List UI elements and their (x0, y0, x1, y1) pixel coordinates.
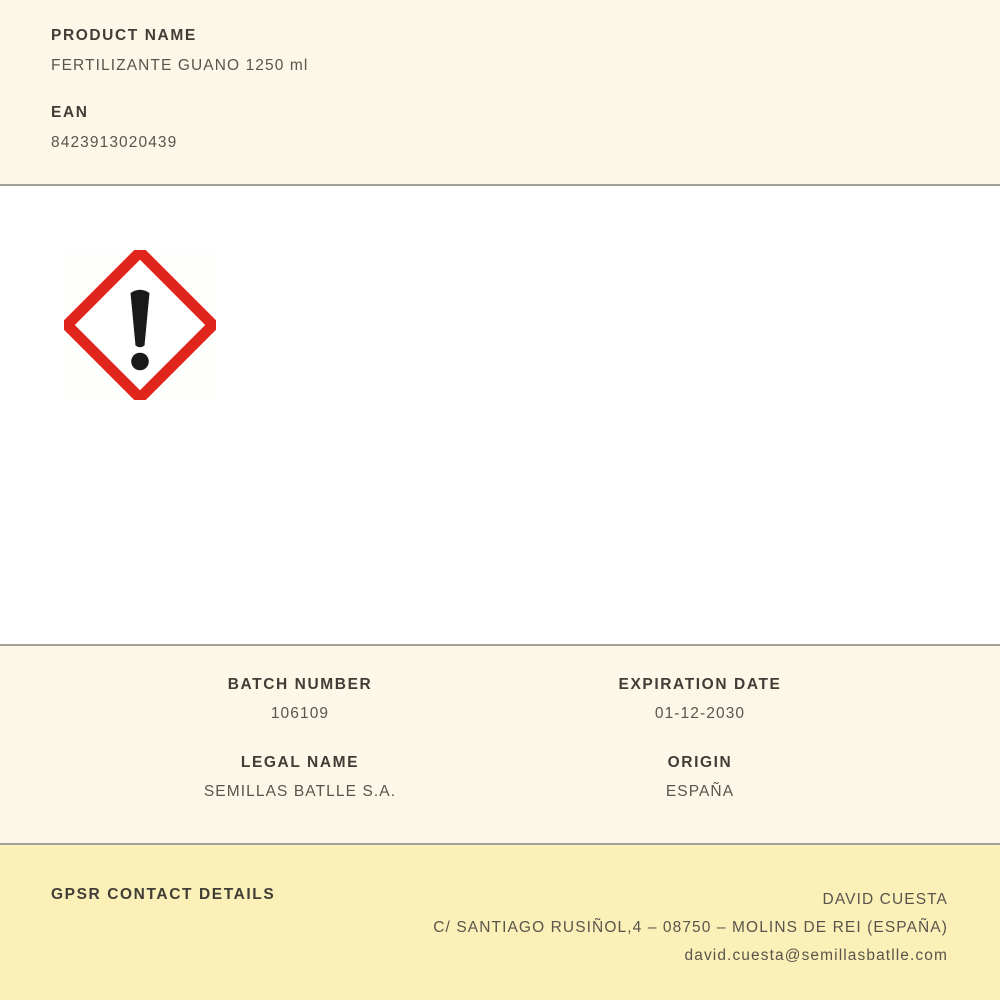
batch-number-value: 106109 (270, 705, 330, 722)
expiration-date-label: EXPIRATION DATE (618, 676, 782, 693)
contact-person-name: DAVID CUESTA (822, 891, 948, 908)
origin-value: ESPAÑA (665, 783, 735, 800)
details-grid-section (0, 646, 1000, 843)
pictogram-section (0, 186, 1000, 644)
ean-value: 8423913020439 (51, 134, 178, 151)
contact-email: david.cuesta@semillasbatlle.com (684, 947, 948, 964)
ean-label: EAN (51, 104, 89, 121)
batch-number-field (100, 676, 500, 722)
origin-label: ORIGIN (667, 754, 733, 771)
legal-name-label: LEGAL NAME (240, 754, 360, 771)
gpsr-contact-label: GPSR CONTACT DETAILS (51, 886, 276, 903)
product-header-section (0, 0, 1000, 184)
gpsr-contact-details (433, 886, 948, 970)
gpsr-contact-section (0, 845, 1000, 1000)
legal-name-field (100, 754, 500, 800)
product-name-value: FERTILIZANTE GUANO 1250 ml (51, 57, 309, 74)
product-name-field (51, 27, 949, 74)
expiration-date-field (500, 676, 900, 722)
contact-address: C/ SANTIAGO RUSIÑOL,4 – 08750 – MOLINS DE REI (ESPAÑA) (433, 919, 948, 936)
ean-field (51, 104, 949, 151)
batch-number-label: BATCH NUMBER (227, 676, 373, 693)
origin-field (500, 754, 900, 800)
product-name-label: PRODUCT NAME (51, 27, 197, 44)
legal-name-value: SEMILLAS BATLLE S.A. (203, 783, 397, 800)
gpsr-contact-row (51, 886, 948, 970)
ghs07-exclamation-warning-icon (64, 250, 216, 400)
expiration-date-value: 01-12-2030 (654, 705, 746, 722)
